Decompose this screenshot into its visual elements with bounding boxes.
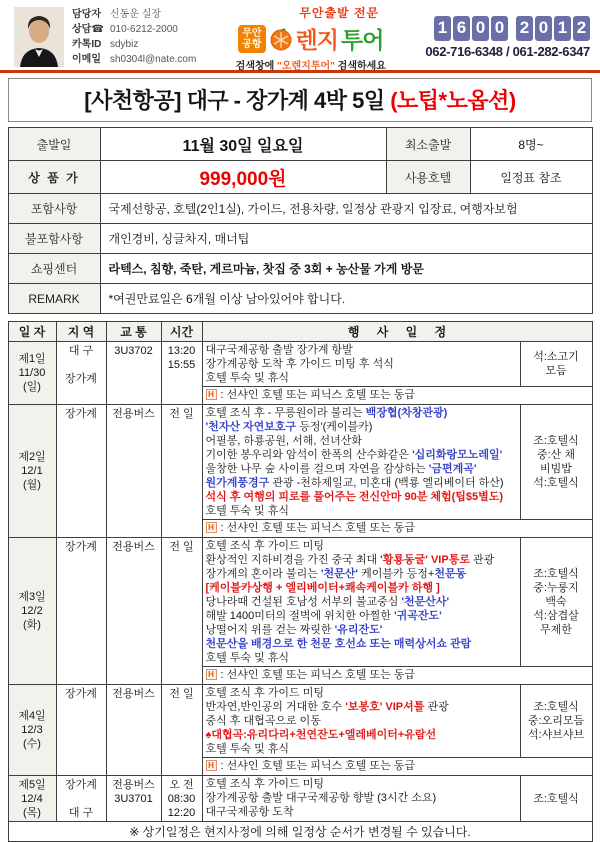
- schedule-text-segment: 장가계공항 출발 대구국제공항 향발 (3시간 소요): [205, 792, 437, 804]
- day-time-line: 12:20: [167, 807, 196, 819]
- day-time: [161, 538, 202, 685]
- schedule-text-segment: 반자연,반인공의 거대한 호수: [205, 701, 346, 713]
- meal-line: 조:호텔식: [533, 792, 579, 805]
- schedule-text-segment: '천자산 자연보호구: [205, 421, 297, 433]
- day-schedule: [202, 538, 520, 667]
- brand-text-orange: 렌지: [295, 27, 338, 53]
- day-meals: [520, 685, 592, 758]
- remark-value: *여권만료일은 6개월 이상 남아있어야 합니다.: [100, 284, 592, 314]
- day-transport-line: 3U3702: [114, 345, 153, 357]
- search-hint-prefix: 검색창에: [235, 61, 278, 72]
- contact-row: [72, 52, 196, 67]
- schedule-line: [206, 791, 517, 805]
- hotel-info: [202, 387, 592, 405]
- day-region-line: [59, 792, 104, 806]
- departure-value: 11월 30일 일요일: [100, 128, 386, 161]
- day-date: [8, 685, 56, 776]
- day-time: [161, 342, 202, 405]
- day-date: [8, 538, 56, 685]
- schedule-text-segment: '금편계곡': [428, 463, 477, 475]
- hotline-digit: 1: [434, 16, 451, 41]
- manager-photo: [14, 7, 64, 67]
- departure-label: 출발일: [8, 128, 100, 161]
- hotline-digit: 0: [472, 16, 489, 41]
- info-row-departure: [8, 128, 592, 161]
- day-region: [56, 685, 106, 776]
- day-date-line: 12/4: [21, 792, 43, 805]
- hotel-icon: H: [206, 669, 217, 680]
- day-date-line: (목): [23, 806, 41, 819]
- schedule-line: [206, 539, 517, 553]
- day-region: [56, 776, 106, 822]
- col-header-date: 일 자: [8, 322, 56, 342]
- meal-line: 석:삼겹살: [533, 610, 579, 622]
- airport-badge: [238, 25, 265, 53]
- hotel-info: [202, 667, 592, 685]
- meal-line: 비빔밥: [540, 463, 572, 475]
- col-header-transport: 교 통: [106, 322, 161, 342]
- hotel-info-text: : 선샤인 호텔 또는 피닉스 호텔 또는 동급: [217, 522, 416, 534]
- itinerary-day-row: [8, 538, 592, 667]
- schedule-line: [206, 357, 517, 371]
- meal-line: 석:호텔식: [533, 477, 579, 489]
- schedule-line: [206, 651, 517, 665]
- info-row-shopping: [8, 254, 592, 284]
- info-row-price: [8, 161, 592, 194]
- schedule-line: [206, 553, 517, 567]
- meal-line: 백숙: [545, 596, 567, 608]
- hotel-label: 사용호텔: [386, 161, 470, 194]
- hotel-info-text: : 선샤인 호텔 또는 피닉스 호텔 또는 동급: [217, 389, 416, 401]
- contact-row: [72, 7, 196, 22]
- shopping-value: 라텍스, 침향, 죽탄, 게르마늄, 찻집 중 3회 + 농산물 가게 방문: [100, 254, 592, 284]
- day-transport-line: 전용버스: [112, 779, 155, 791]
- day-date-line: (월): [23, 479, 41, 491]
- contact-row: [72, 22, 196, 37]
- day-transport-line: 전용버스: [112, 688, 155, 700]
- itinerary-day-row: [8, 685, 592, 758]
- min-pax-value: 8명~: [470, 128, 592, 161]
- col-header-schedule: 행 사 일 정: [202, 322, 592, 342]
- schedule-text-segment: 호텔 조식 후 가이드 미팅: [205, 540, 324, 552]
- day-time-line: 15:55: [167, 359, 196, 371]
- schedule-line: [206, 504, 517, 518]
- min-pax-label: 최소출발: [386, 128, 470, 161]
- day-meals: [520, 405, 592, 520]
- excluded-label: 불포함사항: [8, 224, 100, 254]
- document-header: [0, 0, 600, 70]
- col-header-region: 지 역: [56, 322, 106, 342]
- schedule-line: [206, 609, 517, 623]
- brand-text-green: 투어: [340, 27, 384, 53]
- hotline-digit: 6: [453, 16, 470, 41]
- schedule-text-segment: 당나라때 건설된 호남성 서부의 불교중심: [205, 596, 402, 608]
- schedule-text-segment: '귀곡잔도': [394, 610, 442, 622]
- day-date-line: 12/1: [21, 465, 43, 477]
- schedule-line: [206, 371, 517, 385]
- day-transport-line: 3U3701: [114, 793, 153, 805]
- schedule-text-segment: 호텔 투숙 및 휴식: [205, 505, 290, 517]
- day-schedule: [202, 405, 520, 520]
- price-value: 999,000원: [100, 161, 386, 194]
- schedule-text-segment: '천문산': [320, 568, 359, 580]
- search-hint: [236, 57, 386, 72]
- meal-line: 중:누룽지: [533, 582, 579, 594]
- day-region-line: [59, 358, 104, 372]
- day-time-line: 13:20: [167, 345, 196, 357]
- contact-label: 상담☎: [72, 24, 104, 35]
- day-transport: [106, 776, 161, 822]
- day-meals: [520, 342, 592, 387]
- itinerary-day-row: [8, 405, 592, 520]
- day-transport: [106, 405, 161, 538]
- schedule-line: [206, 567, 517, 581]
- schedule-text-segment: 관광: [424, 701, 449, 713]
- itinerary-day-row: [8, 776, 592, 822]
- tour-title-highlight: (노팁*노옵션): [390, 88, 516, 113]
- day-region: [56, 405, 106, 538]
- schedule-text-segment: 원가계풍경구: [205, 477, 270, 489]
- schedule-line: [206, 686, 517, 700]
- shopping-label: 쇼핑센터: [8, 254, 100, 284]
- schedule-line: [206, 490, 517, 504]
- badge-line-1: 무안: [242, 27, 262, 39]
- day-date-line: 제3일: [18, 591, 46, 603]
- schedule-text-segment: 기이한 봉우리와 암석이 한폭의 산수화같은: [205, 449, 413, 461]
- meal-line: 석:소고기: [533, 351, 579, 363]
- agency-logo: [236, 4, 386, 72]
- day-schedule: [202, 342, 520, 387]
- hotline-digit: 0: [535, 16, 552, 41]
- schedule-line: [206, 420, 517, 434]
- itinerary-footer-note: ※ 상기일정은 현지사정에 의해 일정상 순서가 변경될 수 있습니다.: [8, 822, 592, 842]
- contact-value: sh0304l@nate.com: [110, 54, 197, 65]
- contact-row: [72, 37, 196, 52]
- col-header-time: 시간: [161, 322, 202, 342]
- hotel-value: 일정표 참조: [470, 161, 592, 194]
- schedule-line: [206, 623, 517, 637]
- hotel-icon: H: [206, 522, 217, 533]
- hotline-block: [425, 16, 590, 59]
- day-time: [161, 405, 202, 538]
- hotline-number: [425, 16, 590, 41]
- day-region-line: 장가계: [65, 408, 97, 420]
- schedule-line: [206, 714, 517, 728]
- schedule-text-segment: 중식 후 대협곡으로 이동: [205, 715, 321, 727]
- person-portrait-icon: [14, 7, 64, 67]
- day-meals: [520, 776, 592, 822]
- schedule-text-segment: '십리화랑모노레일': [412, 449, 503, 461]
- contact-value: 신동운 실장: [110, 9, 162, 20]
- day-region-line: 대 구: [68, 345, 94, 357]
- schedule-text-segment: 장가계의 혼이라 불리는: [205, 568, 321, 580]
- schedule-text-segment: '보봉호' VIP셔틀: [345, 701, 425, 713]
- search-hint-brand: "오렌지투어": [277, 61, 335, 72]
- itinerary-day-row: [8, 342, 592, 387]
- day-date-line: 12/3: [21, 724, 43, 736]
- hotline-digit: 2: [516, 16, 533, 41]
- schedule-line: [206, 777, 517, 791]
- schedule-text-segment: '황룡동굴' VIP통로: [380, 554, 470, 566]
- schedule-text-segment: 호텔 조식 후 가이드 미팅: [205, 778, 324, 790]
- schedule-text-segment: 천문동: [434, 568, 467, 580]
- tour-info-table: [8, 127, 593, 314]
- schedule-text-segment: [케이블카상행 + 엘리베이터+쾌속케이블카 하행 ]: [205, 582, 440, 594]
- contact-value: sdybiz: [110, 39, 139, 50]
- meal-line: 중:산 채: [537, 449, 575, 461]
- day-time-line: 08:30: [167, 793, 196, 805]
- schedule-text-segment: 장가계공항 도착 후 가이드 미팅 후 석식: [205, 358, 394, 370]
- schedule-line: [206, 595, 517, 609]
- itinerary-header-row: [8, 322, 592, 342]
- contact-value: 010-6212-2000: [110, 24, 178, 35]
- day-date: [8, 342, 56, 405]
- hotline-digit: 1: [554, 16, 571, 41]
- search-hint-suffix: 검색하세요: [334, 61, 386, 72]
- day-time: [161, 776, 202, 822]
- schedule-text-segment: 천문산을 배경으로 한 천문 호선쇼 또는 매력상서쇼 관람: [205, 638, 472, 650]
- schedule-line: [206, 742, 517, 756]
- schedule-text-segment: 등정'(케이블카): [296, 421, 373, 433]
- hotline-digit: 0: [491, 16, 508, 41]
- meal-line: 조:호텔식: [533, 435, 579, 447]
- price-label: 상 품 가: [8, 161, 100, 194]
- meal-line: 무제한: [540, 624, 572, 636]
- daily-itinerary-table: [8, 321, 593, 842]
- day-transport-line: 전용버스: [112, 541, 155, 553]
- schedule-text-segment: 낭떨어지 위를 걷는 짜릿한: [205, 624, 335, 636]
- info-row-excluded: [8, 224, 592, 254]
- logo-slogan: 무안출발 전문: [298, 6, 380, 20]
- day-meals: [520, 538, 592, 667]
- schedule-text-segment: 해발 1400미터의 절벽에 위치한 아찔한: [205, 610, 395, 622]
- day-date: [8, 776, 56, 822]
- tour-title: [8, 78, 592, 122]
- included-value: 국제선항공, 호텔(2인1실), 가이드, 전용차량, 일정상 관광지 입장료, 여행자보험: [100, 194, 592, 224]
- schedule-line: [206, 448, 517, 462]
- schedule-text-segment: 울창한 나무 숲 사이를 걸으며 자연을 감상하는: [205, 463, 429, 475]
- day-date-line: 12/2: [21, 605, 43, 617]
- tour-title-main: [사천항공] 대구 - 장가계 4박 5일: [84, 88, 391, 113]
- day-time-line: 오 전: [169, 779, 194, 791]
- contact-label: 카톡ID: [72, 39, 102, 50]
- day-region-line: 대 구: [68, 807, 94, 819]
- hotel-info-text: : 선샤인 호텔 또는 피닉스 호텔 또는 동급: [217, 669, 416, 681]
- schedule-line: [206, 700, 517, 714]
- orange-fruit-icon: [269, 27, 293, 51]
- day-transport-line: 전용버스: [112, 408, 155, 420]
- schedule-text-segment: 대구국제공항 출발 장가계 항발: [205, 344, 353, 356]
- day-region-line: 장가계: [65, 541, 97, 553]
- hotel-info-text: : 선샤인 호텔 또는 피닉스 호텔 또는 동급: [217, 760, 416, 772]
- schedule-text-segment: 케이블카 등정+: [358, 568, 435, 580]
- meal-line: 모듬: [545, 365, 567, 377]
- branch-phone-numbers: 062-716-6348 / 061-282-6347: [425, 43, 590, 59]
- schedule-line: [206, 476, 517, 490]
- meal-line: 중:오리모듬: [527, 715, 585, 727]
- schedule-text-segment: 호텔 투숙 및 휴식: [205, 372, 290, 384]
- schedule-line: [206, 434, 517, 448]
- schedule-line: [206, 343, 517, 357]
- schedule-line: [206, 462, 517, 476]
- day-date-line: 제5일: [18, 778, 46, 791]
- schedule-text-segment: 어필봉, 하룡공원, 서해, 선녀산화: [205, 435, 362, 447]
- schedule-line: [206, 728, 517, 742]
- contact-label: 이메일: [72, 54, 101, 65]
- day-date-line: (일): [23, 381, 41, 393]
- hotline-digit: 2: [573, 16, 590, 41]
- day-date-line: 제1일: [18, 353, 46, 365]
- meal-line: 조:호텔식: [533, 568, 579, 580]
- schedule-text-segment: '천문산사': [401, 596, 450, 608]
- day-date: [8, 405, 56, 538]
- schedule-text-segment: 호텔 투숙 및 휴식: [205, 743, 290, 755]
- itinerary-footer-row: [8, 822, 592, 842]
- day-transport: [106, 685, 161, 776]
- day-region-line: 장가계: [65, 779, 97, 791]
- schedule-text-segment: ♠대협곡:유리다리+천연잔도+엘레베이터+유람선: [205, 729, 437, 741]
- day-date-line: 제2일: [18, 451, 46, 463]
- logo-brand-row: [236, 22, 386, 55]
- hotel-icon: H: [206, 760, 217, 771]
- schedule-text-segment: 관광: [469, 554, 495, 566]
- day-time-line: 전 일: [169, 688, 194, 700]
- schedule-line: [206, 805, 517, 819]
- schedule-text-segment: 호텔 조식 후 - 무릉원이라 불리는: [205, 407, 366, 419]
- remark-label: REMARK: [8, 284, 100, 314]
- day-time-line: 전 일: [169, 541, 194, 553]
- schedule-text-segment: 호텔 조식 후 가이드 미팅: [205, 687, 324, 699]
- day-transport: [106, 342, 161, 405]
- schedule-text-segment: 관광 -천하제일교, 미혼대 (백룡 엘리베이터 하산): [269, 477, 504, 489]
- day-schedule: [202, 776, 520, 822]
- hotel-info: [202, 520, 592, 538]
- contact-label: 담당자: [72, 9, 101, 20]
- day-date-line: (화): [23, 619, 41, 631]
- meal-line: 조:호텔식: [533, 701, 579, 713]
- day-date-line: 제4일: [18, 710, 46, 722]
- day-region: [56, 538, 106, 685]
- schedule-line: [206, 406, 517, 420]
- badge-line-2: 공항: [242, 38, 262, 50]
- schedule-text-segment: 환상적인 지하비경을 가진 중국 최대: [205, 554, 381, 566]
- day-schedule: [202, 685, 520, 758]
- day-time-line: 전 일: [169, 408, 194, 420]
- manager-contact-card: [14, 7, 196, 67]
- hotel-info: [202, 758, 592, 776]
- day-region-line: 장가계: [65, 688, 97, 700]
- hotel-icon: H: [206, 389, 217, 400]
- day-date-line: (수): [23, 738, 41, 750]
- schedule-text-segment: 백장협(차창관광): [365, 407, 448, 419]
- day-transport: [106, 538, 161, 685]
- excluded-value: 개인경비, 싱글차지, 매너팁: [100, 224, 592, 254]
- day-region: [56, 342, 106, 405]
- meal-line: 석:샤브샤브: [527, 729, 585, 741]
- included-label: 포함사항: [8, 194, 100, 224]
- schedule-text-segment: '유리잔도': [334, 624, 383, 636]
- day-date-line: 11/30: [18, 367, 46, 379]
- info-row-remark: [8, 284, 592, 314]
- day-time: [161, 685, 202, 776]
- info-row-included: [8, 194, 592, 224]
- schedule-line: [206, 637, 517, 651]
- schedule-text-segment: 대구국제공항 도착: [205, 806, 294, 818]
- schedule-text-segment: 호텔 투숙 및 휴식: [205, 652, 290, 664]
- schedule-line: [206, 581, 517, 595]
- schedule-text-segment: 석식 후 여행의 피로를 풀어주는 전신안마 90분 체험(팁$5별도): [205, 491, 504, 503]
- contact-info-list: [72, 7, 196, 67]
- day-region-line: 장가계: [65, 373, 97, 385]
